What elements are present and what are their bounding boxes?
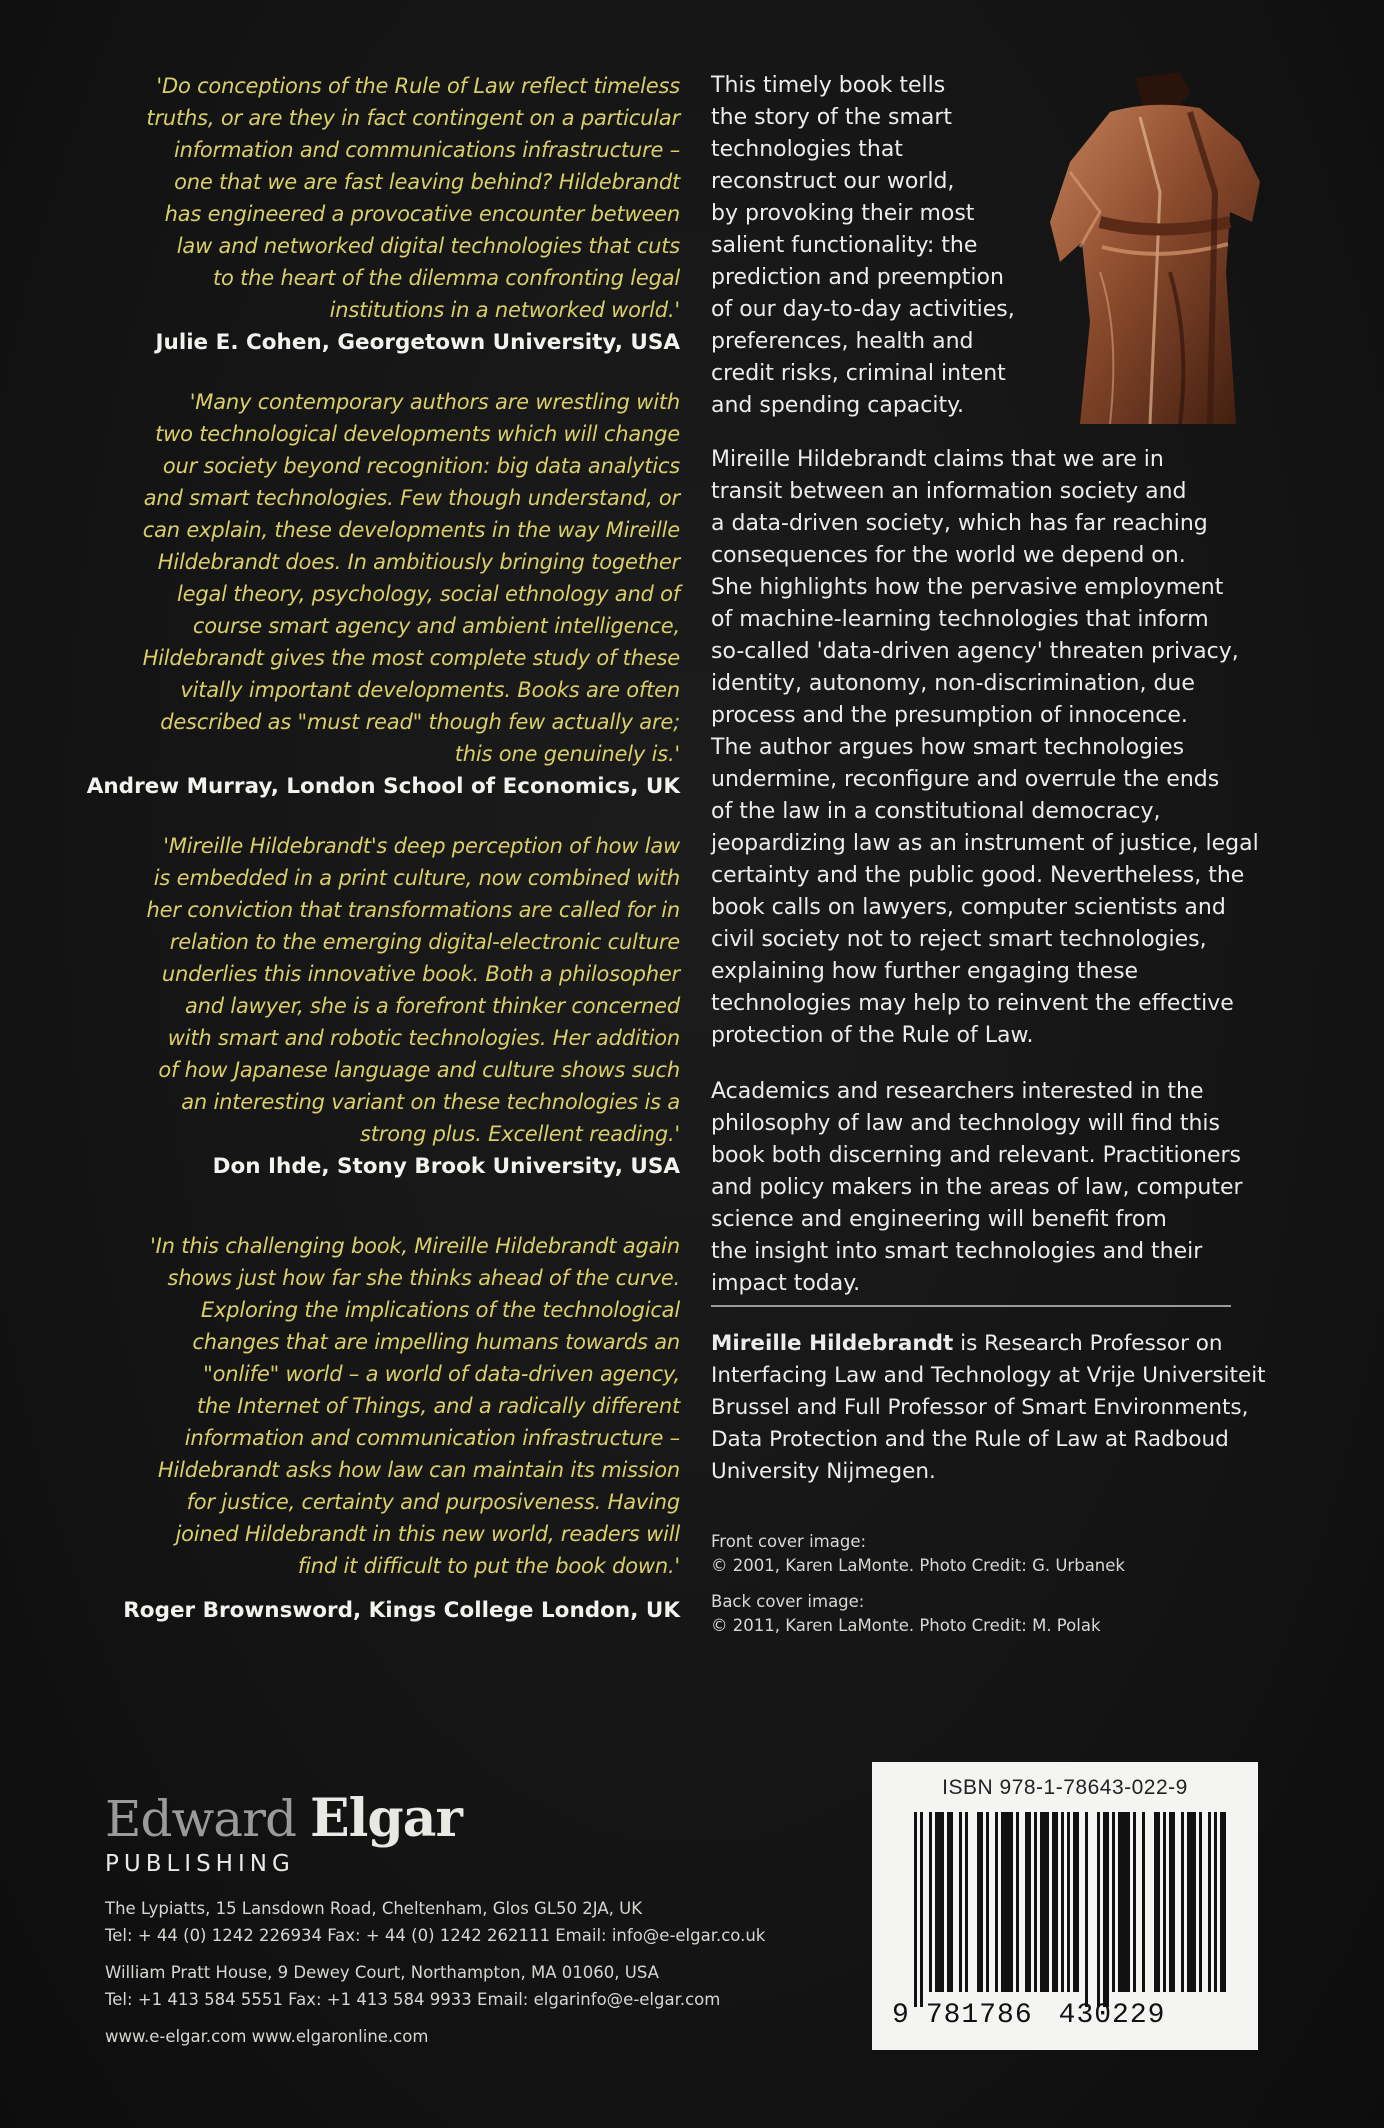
endorsements-column	[60, 70, 680, 1654]
barcode-bar	[1118, 1812, 1130, 1992]
description-paragraph-3: Academics and researchers interested in the philosophy of law and technology will find this book both discerning and relevant. Practitioners and policy makers in the areas of law, computer science and engineering will benefit from the insight into smart technologies and their impact today.	[711, 1079, 1243, 1296]
barcode-bars	[892, 1812, 1242, 2012]
isbn-label: ISBN 978-1-78643-022-9	[942, 1776, 1188, 1799]
barcode-bar	[1034, 1812, 1037, 1992]
image-credits	[711, 1530, 1271, 1650]
barcode-bar	[914, 1812, 917, 2007]
barcode-bar	[977, 1812, 983, 1992]
publisher-websites: www.e-elgar.com www.elgaronline.com	[105, 2027, 429, 2046]
barcode-bar	[965, 1812, 968, 1992]
barcode-bar	[995, 1812, 998, 1992]
barcode-bar	[1133, 1812, 1136, 1992]
barcode-bar	[1112, 1812, 1115, 1992]
barcode-bar	[1169, 1812, 1175, 1992]
barcode-bar	[1067, 1812, 1070, 1992]
publisher-logo: Edward Elgar PUBLISHING	[105, 1788, 462, 1877]
endorsement-author: Roger Brownsword, Kings College London, UK	[123, 1598, 680, 1623]
endorsement-quote: 'Do conceptions of the Rule of Law reflect timeless truths, or are they in fact contingent on a particular information and communications infrastructure – one that we are fast leaving behind? Hildebrandt has engineered a provocative encounter between law and networked digital technologies that cuts to the heart of the dilemma confronting legal institutions in a networked world.'	[146, 74, 680, 322]
endorsement-quote: 'Many contemporary authors are wrestling with two technological developments which will change our society beyond recognition: big data analytics and smart technologies. Few though understand, or can explain, these developments in the way Mireille Hildebrandt does. In ambitiously bringing together legal theory, psychology, social ethnology and of course smart agency and ambient intelligence, Hildebrandt gives the most complete study of these vitally important developments. Books are often described as "must read" though few actually are; this one genuinely is.'	[142, 390, 680, 766]
barcode-digits: 9 781786 430229	[892, 2000, 1166, 2031]
author-name: Mireille Hildebrandt	[711, 1331, 954, 1356]
barcode-bar	[1103, 1812, 1109, 2007]
barcode-bar	[1220, 1812, 1226, 1992]
barcode-bar	[1181, 1812, 1184, 1992]
back-cover-credit: Back cover image: © 2011, Karen LaMonte. Photo Credit: M. Polak	[711, 1592, 1101, 1635]
barcode-bar	[935, 1812, 944, 1992]
description-intro: This timely book tells the story of the smart technologies that reconstruct our world, by provoking their most salient functionality: the prediction and preemption of our day-to-day activities, preferences, health and credit risks, criminal intent and spending capacity.	[711, 73, 1015, 418]
endorsement-ihde	[60, 830, 680, 1184]
endorsement-author: Julie E. Cohen, Georgetown University, USA	[155, 330, 680, 355]
endorsement-author: Andrew Murray, London School of Economics, UK	[86, 774, 680, 799]
barcode-bar	[929, 1812, 932, 1992]
barcode-bar	[920, 1812, 923, 2007]
barcode-bar	[986, 1812, 989, 1992]
endorsement-author: Don Ihde, Stony Brook University, USA	[212, 1154, 680, 1179]
front-cover-credit: Front cover image: © 2001, Karen LaMonte. Photo Credit: G. Urbanek	[711, 1532, 1125, 1575]
isbn-barcode	[872, 1762, 1258, 2050]
endorsement-quote: 'In this challenging book, Mireille Hildebrandt again shows just how far she thinks ahead of the curve. Exploring the implications of the technological changes that are impelling humans towards an "onlife" world – a world of data-driven agency, the Internet of Things, and a radically different information and communication infrastructure – Hildebrandt asks how law can maintain its mission for justice, certainty and purposiveness. Having joined Hildebrandt in this new world, readers will find it difficult to put the book down.'	[150, 1234, 680, 1578]
barcode-bar	[1073, 1812, 1079, 1992]
divider	[711, 1305, 1231, 1307]
barcode-bar	[1097, 1812, 1100, 2007]
barcode-bar	[1163, 1812, 1166, 1992]
barcode-bar	[1061, 1812, 1064, 1992]
barcode-bar	[959, 1812, 962, 1992]
barcode-bar	[1025, 1812, 1031, 1992]
barcode-bar	[947, 1812, 953, 1992]
author-bio: Mireille Hildebrandt is Research Professor on Interfacing Law and Technology at Vrije Universiteit Brussel and Full Professor of Smart Environments, Data Protection and the Rule of Law at Radboud University Nijmegen.	[711, 1331, 1266, 1484]
barcode-bar	[1142, 1812, 1145, 1992]
endorsement-cohen	[60, 70, 680, 360]
barcode-bar	[1085, 1812, 1088, 2007]
barcode-bar	[1052, 1812, 1058, 1992]
endorsement-brownsword	[60, 1230, 680, 1628]
endorsement-quote: 'Mireille Hildebrandt's deep perception of how law is embedded in a print culture, now combined with her conviction that transformations are called for in relation to the emerging digital-electronic culture underlies this innovative book. Both a philosopher and lawyer, she is a forefront thinker concerned with smart and robotic technologies. Her addition of how Japanese language and culture shows such an interesting variant on these technologies is a strong plus. Excellent reading.'	[146, 834, 680, 1146]
sculpture-image	[1040, 72, 1270, 424]
barcode-bar	[1016, 1812, 1019, 1992]
barcode-bar	[1187, 1812, 1196, 1992]
barcode-bar	[1214, 1812, 1217, 1992]
barcode-bar	[1199, 1812, 1202, 1992]
barcode-bar	[1154, 1812, 1160, 1992]
barcode-bar	[1001, 1812, 1013, 1992]
barcode-bar	[1040, 1812, 1049, 1992]
description-paragraph-2: Mireille Hildebrandt claims that we are in transit between an information society and a data-driven society, which has far reaching consequences for the world we depend on. She highlights how the pervasive employment of machine-learning technologies that inform so-called 'data-driven agency' threaten privacy, identity, autonomy, non-discrimination, due process and the presumption of innocence. The author argues how smart technologies undermine, reconfigure and overrule the ends of the law in a constitutional democracy, jeopardizing law as an instrument of justice, legal certainty and the public good. Nevertheless, the book calls on lawyers, computer scientists and civil society not to reject smart technologies, explaining how further engaging these technologies may help to reinvent the effective protection of the Rule of Law.	[711, 447, 1259, 1048]
barcode-bar	[1208, 1812, 1211, 1992]
endorsement-murray	[60, 386, 680, 804]
publisher-address: The Lypiatts, 15 Lansdown Road, Cheltenham, Glos GL50 2JA, UK Tel: + 44 (0) 1242 226934 Fax: + 44 (0) 1242 262111 Email: info@e-elgar.co.uk William Pratt House, 9 Dewey Court, Northampton, MA 01060, USA Tel: +1 413 584 5551 Fax: +1 413 584 9933 Email: elgarinfo@e-elgar.com www.e-elgar.com www.elgaronline.com	[105, 1895, 805, 2050]
